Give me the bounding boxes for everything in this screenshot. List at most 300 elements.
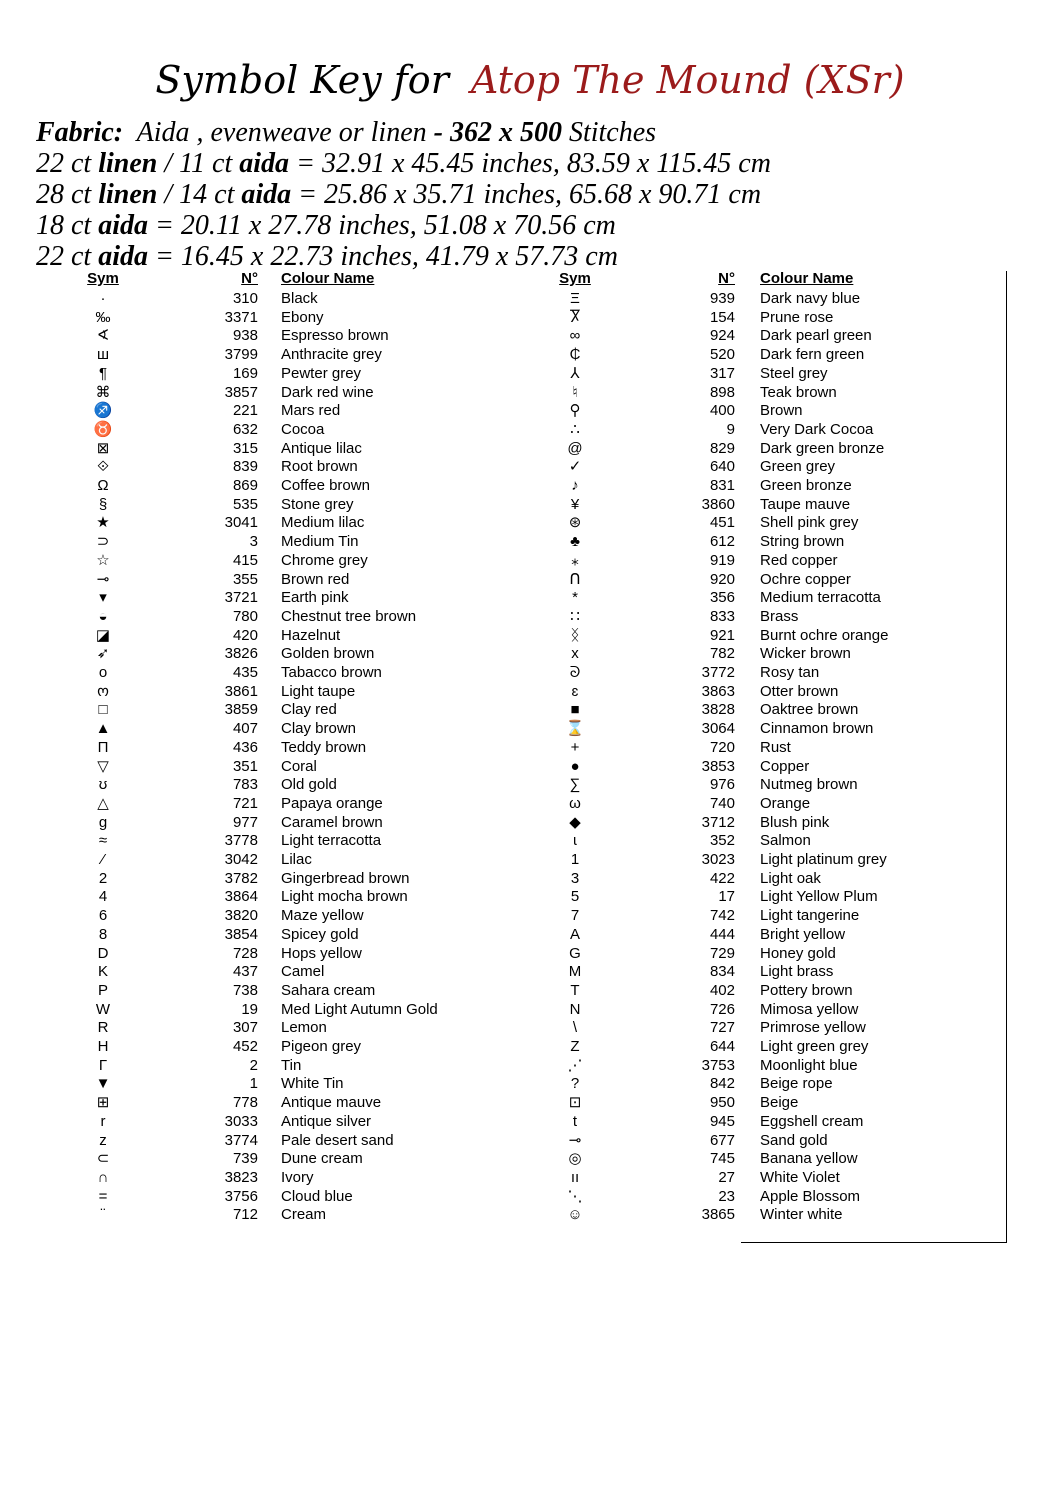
thread-number-cell: 3782	[224, 869, 258, 887]
thread-number-cell: 729	[709, 944, 735, 962]
symbol-cell: ⚲	[569, 402, 581, 420]
size-b1: linen	[98, 148, 158, 179]
table-bottom-border	[741, 1242, 1007, 1243]
thread-number-cell: 782	[709, 645, 735, 663]
symbol-cell: ∴	[570, 420, 580, 438]
size-b2: aida	[241, 179, 292, 210]
colour-name-cell: Dark green bronze	[760, 439, 885, 457]
symbol-cell: ≈	[98, 832, 108, 850]
thread-number-cell: 612	[709, 533, 735, 551]
thread-number-cell: 3799	[224, 346, 258, 364]
thread-number-cell: 712	[232, 1206, 258, 1224]
colour-name-cell: Light brass	[760, 963, 834, 981]
thread-number-cell: 3828	[701, 701, 735, 719]
colour-name-cell: Dark red wine	[281, 383, 374, 401]
colour-name-cell: Antique silver	[281, 1112, 372, 1130]
size-c1: 18 ct	[36, 210, 92, 241]
thread-number-cell: 939	[709, 290, 735, 307]
thread-number-cell: 3853	[701, 757, 735, 775]
thread-number-cell: 3774	[224, 1131, 258, 1149]
colour-name-cell: Gingerbread brown	[281, 869, 410, 887]
symbol-cell: Ⴟ	[569, 308, 581, 326]
symbol-cell: Ω	[97, 477, 109, 494]
thread-number-cell: 739	[232, 1150, 258, 1168]
symbol-cell: ⋰	[567, 1056, 583, 1074]
colour-name-cell: Golden brown	[281, 645, 375, 663]
colour-name-cell: Cocoa	[281, 420, 325, 438]
symbol-cell: g	[98, 813, 108, 831]
symbol-cell: ▼	[95, 1075, 111, 1093]
fabric-types: Aida , evenweave or linen	[136, 117, 427, 148]
colour-name-cell: Antique lilac	[281, 439, 362, 457]
thread-number-cell: 407	[232, 720, 258, 738]
symbol-cell: ▾	[99, 589, 107, 607]
colour-name-cell: Dark navy blue	[760, 290, 861, 307]
colour-name-cell: Ivory	[281, 1168, 314, 1186]
symbol-cell: ⊂	[96, 1150, 110, 1168]
symbol-cell: ♐	[93, 402, 113, 420]
colour-name-cell: Light green grey	[760, 1038, 869, 1055]
colour-name-cell: Steel grey	[760, 364, 828, 382]
symbol-cell: ♉	[93, 420, 113, 438]
thread-number-cell: 23	[718, 1187, 735, 1205]
size-rest: = 25.86 x 35.71 inches, 65.68 x 90.71 cm	[298, 179, 762, 210]
colour-name-cell: Clay red	[281, 701, 337, 719]
colour-name-cell: Old gold	[281, 776, 337, 794]
symbol-cell: ◎	[568, 1150, 582, 1168]
colour-name-cell: Green bronze	[760, 477, 852, 494]
thread-number-cell: 310	[232, 290, 258, 307]
symbol-cell: ш	[96, 346, 110, 364]
symbol-cell: ɛ	[571, 682, 579, 700]
colour-name-cell: Pale desert sand	[281, 1131, 394, 1149]
title-pattern-name: Atop The Mound (XSr)	[470, 58, 905, 102]
colour-name-cell: Winter white	[760, 1206, 843, 1224]
thread-number-cell: 745	[709, 1150, 735, 1168]
thread-number-cell: 307	[232, 1019, 258, 1037]
symbol-cell: 6	[98, 907, 108, 925]
colour-name-cell: Burnt ochre orange	[760, 626, 889, 644]
symbol-cell: ●	[570, 757, 580, 775]
thread-number-cell: 3023	[701, 851, 735, 868]
symbol-cell: ⌛	[565, 720, 585, 738]
size-b1: aida	[98, 241, 148, 272]
thread-number-cell: 839	[232, 458, 258, 476]
symbol-cell: K	[97, 963, 108, 981]
symbol-cell: ▲	[95, 720, 111, 738]
fabric-line	[36, 118, 1036, 148]
thread-number-cell: 829	[709, 439, 735, 457]
symbol-cell: ☆	[96, 551, 110, 569]
symbol-cell: ⊸	[568, 1131, 582, 1149]
thread-number-cell: 444	[709, 925, 735, 943]
symbol-cell: =	[98, 1187, 108, 1205]
fabric-stitches: Stitches	[568, 117, 657, 148]
symbol-cell: ¥	[570, 495, 580, 513]
symbol-cell: ⊞	[96, 1094, 110, 1112]
colour-name-cell: Rosy tan	[760, 664, 820, 681]
colour-name-cell: Sahara cream	[281, 981, 376, 999]
colour-name-cell: Caramel brown	[281, 813, 383, 831]
size-b1: linen	[98, 179, 158, 210]
thread-number-cell: 3712	[701, 813, 735, 831]
colour-name-cell: Honey gold	[760, 944, 836, 962]
thread-number-cell: 920	[709, 570, 735, 588]
header-colour-name: Colour Name	[760, 270, 854, 287]
colour-name-cell: Cinnamon brown	[760, 720, 874, 738]
thread-number-cell: 976	[709, 776, 735, 794]
thread-number-cell: 221	[232, 402, 258, 420]
colour-name-cell: Cloud blue	[281, 1187, 353, 1205]
thread-number-cell: 3860	[701, 495, 735, 513]
thread-number-cell: 3772	[701, 664, 735, 681]
symbol-cell: ⊃	[96, 533, 110, 551]
fabric-sep: -	[433, 117, 443, 148]
thread-number-cell: 3042	[224, 851, 258, 868]
colour-name-cell: Nutmeg brown	[760, 776, 858, 794]
symbol-cell: 3	[570, 869, 580, 887]
colour-name-cell: Brown	[760, 402, 803, 420]
thread-number-cell: 451	[709, 514, 735, 532]
thread-number-cell: 402	[709, 981, 735, 999]
symbol-cell: x	[571, 645, 579, 663]
symbol-cell: ¨	[100, 1206, 106, 1224]
symbol-cell: ∩	[97, 1168, 109, 1186]
size-b1: aida	[98, 210, 148, 241]
colour-name-cell: Light terracotta	[281, 832, 382, 850]
size-line	[36, 242, 1036, 272]
thread-number-cell: 351	[232, 757, 258, 775]
symbol-cell: R	[97, 1019, 109, 1037]
symbol-cell: W	[95, 1000, 111, 1018]
thread-number-cell: 3753	[701, 1056, 735, 1074]
symbol-cell: ∞	[569, 327, 581, 345]
symbol-cell: @	[567, 439, 583, 457]
thread-number-cell: 3	[249, 533, 258, 551]
thread-number-cell: 315	[232, 439, 258, 457]
symbol-cell: Ξ	[570, 290, 580, 307]
symbol-cell: *	[572, 589, 578, 607]
colour-name-cell: Teddy brown	[281, 738, 367, 756]
symbol-cell: Z	[570, 1038, 580, 1055]
colour-name-cell: Pigeon grey	[281, 1038, 362, 1055]
thread-number-cell: 938	[232, 327, 258, 345]
symbol-cell: ʊ	[98, 776, 108, 794]
symbol-cell: ✓	[568, 458, 582, 476]
symbol-cell: ★	[96, 514, 110, 532]
header-number: N°	[718, 270, 735, 287]
colour-name-cell: Oaktree brown	[760, 701, 859, 719]
colour-name-cell: Mars red	[281, 402, 341, 420]
thread-number-cell: 535	[232, 495, 258, 513]
colour-name-cell: Blush pink	[760, 813, 830, 831]
thread-number-cell: 3033	[224, 1112, 258, 1130]
colour-name-cell: Medium terracotta	[760, 589, 881, 607]
thread-number-cell: 3864	[224, 888, 258, 906]
fabric-label: Fabric:	[36, 117, 124, 148]
header-colour-name: Colour Name	[281, 270, 375, 287]
symbol-cell: 5	[570, 888, 580, 906]
thread-number-cell: 921	[709, 626, 735, 644]
symbol-cell: 4	[98, 888, 108, 906]
symbol-cell: ☺	[567, 1206, 583, 1224]
colour-name-cell: Light oak	[760, 869, 821, 887]
symbol-cell: ◆	[569, 813, 581, 831]
colour-name-cell: Teak brown	[760, 383, 837, 401]
symbol-cell: 7	[570, 907, 580, 925]
colour-name-cell: Lemon	[281, 1019, 327, 1037]
colour-name-cell: Brown red	[281, 570, 350, 588]
thread-number-cell: 721	[232, 794, 258, 812]
thread-number-cell: 437	[232, 963, 258, 981]
thread-number-cell: 728	[232, 944, 258, 962]
thread-number-cell: 919	[709, 551, 735, 569]
colour-name-cell: Salmon	[760, 832, 811, 850]
thread-number-cell: 740	[709, 794, 735, 812]
thread-number-cell: 420	[232, 626, 258, 644]
fabric-size: 362 x 500	[449, 117, 562, 148]
colour-name-cell: Ebony	[281, 308, 324, 326]
thread-number-cell: 3820	[224, 907, 258, 925]
symbol-cell: t	[572, 1112, 578, 1130]
colour-name-cell: Medium Tin	[281, 533, 359, 551]
thread-number-cell: 317	[709, 364, 735, 382]
colour-name-cell: Hazelnut	[281, 626, 341, 644]
colour-name-cell: Tin	[281, 1056, 302, 1074]
size-line	[36, 180, 1036, 210]
size-rest: = 20.11 x 27.78 inches, 51.08 x 70.56 cm	[155, 210, 616, 241]
colour-name-cell: Banana yellow	[760, 1150, 858, 1168]
thread-number-cell: 869	[232, 477, 258, 494]
symbol-cell: ◪	[95, 626, 111, 644]
symbol-cell: ᘐ	[569, 664, 581, 681]
header-sym: Sym	[559, 270, 591, 287]
thread-number-cell: 3826	[224, 645, 258, 663]
colour-name-cell: Papaya orange	[281, 794, 383, 812]
symbol-cell: ➶	[96, 645, 110, 663]
symbol-cell: 1	[570, 851, 580, 868]
colour-name-cell: Orange	[760, 794, 811, 812]
thread-number-cell: 726	[709, 1000, 735, 1018]
thread-number-cell: 17	[718, 888, 735, 906]
colour-name-cell: Beige rope	[760, 1075, 833, 1093]
symbol-cell: ⊛	[568, 514, 582, 532]
colour-name-cell: Hops yellow	[281, 944, 362, 962]
symbol-cell: M	[568, 963, 582, 981]
colour-name-cell: Chestnut tree brown	[281, 607, 417, 625]
thread-number-cell: 632	[232, 420, 258, 438]
colour-name-cell: Prune rose	[760, 308, 834, 326]
colour-name-cell: Pewter grey	[281, 364, 362, 382]
colour-name-cell: Shell pink grey	[760, 514, 859, 532]
symbol-cell: ■	[570, 701, 580, 719]
colour-name-cell: Very Dark Cocoa	[760, 420, 874, 438]
colour-name-cell: Clay brown	[281, 720, 357, 738]
table-right-border	[1006, 271, 1007, 1243]
thread-number-cell: 154	[709, 308, 735, 326]
symbol-cell: §	[98, 495, 108, 513]
colour-name-cell: Lilac	[281, 851, 312, 868]
thread-number-cell: 3857	[224, 383, 258, 401]
symbol-cell: ·	[100, 290, 106, 307]
size-rest: = 32.91 x 45.45 inches, 83.59 x 115.45 cm	[296, 148, 771, 179]
symbol-cell: ▽	[97, 757, 109, 775]
colour-name-cell: Tabacco brown	[281, 664, 382, 681]
thread-number-cell: 945	[709, 1112, 735, 1130]
thread-number-cell: 436	[232, 738, 258, 756]
colour-name-cell: Primrose yellow	[760, 1019, 866, 1037]
symbol-cell: P	[97, 981, 108, 999]
thread-number-cell: 400	[709, 402, 735, 420]
symbol-cell: ıı	[570, 1168, 580, 1186]
thread-number-cell: 356	[709, 589, 735, 607]
symbol-cell: ⁄	[101, 851, 105, 868]
thread-number-cell: 898	[709, 383, 735, 401]
header-number: N°	[241, 270, 258, 287]
header-sym: Sym	[87, 270, 119, 287]
size-c1: 28 ct	[36, 179, 92, 210]
colour-name-cell: Cream	[281, 1206, 327, 1224]
thread-number-cell: 169	[232, 364, 258, 382]
symbol-cell: ∢	[96, 327, 110, 345]
thread-number-cell: 640	[709, 458, 735, 476]
size-b2: aida	[239, 148, 290, 179]
colour-name-cell: Red copper	[760, 551, 838, 569]
colour-name-cell: Black	[281, 290, 318, 307]
thread-number-cell: 3064	[701, 720, 735, 738]
thread-number-cell: 3823	[224, 1168, 258, 1186]
colour-name-cell: White Tin	[281, 1075, 344, 1093]
thread-number-cell: 3041	[224, 514, 258, 532]
symbol-cell: r	[100, 1112, 106, 1130]
symbol-cell: D	[97, 944, 109, 962]
colour-name-cell: Chrome grey	[281, 551, 368, 569]
size-c1: 22 ct	[36, 148, 92, 179]
symbol-cell: 8	[98, 925, 108, 943]
symbol-cell: ⊸	[96, 570, 110, 588]
thread-number-cell: 3854	[224, 925, 258, 943]
thread-number-cell: 833	[709, 607, 735, 625]
thread-number-cell: 352	[709, 832, 735, 850]
symbol-cell: z	[99, 1131, 107, 1149]
symbol-cell: +	[570, 738, 580, 756]
thread-number-cell: 2	[249, 1056, 258, 1074]
colour-name-cell: Dark fern green	[760, 346, 865, 364]
colour-name-cell: Eggshell cream	[760, 1112, 864, 1130]
symbol-cell: ♮	[572, 383, 578, 401]
colour-name-cell: Apple Blossom	[760, 1187, 861, 1205]
symbol-cell: ო	[97, 682, 109, 700]
symbol-cell: A	[569, 925, 580, 943]
title-prefix: Symbol Key for	[155, 58, 449, 102]
thread-number-cell: 19	[241, 1000, 258, 1018]
thread-number-cell: 9	[726, 420, 735, 438]
symbol-cell: ⟐	[97, 458, 109, 476]
colour-name-cell: Mimosa yellow	[760, 1000, 859, 1018]
colour-name-cell: Root brown	[281, 458, 358, 476]
thread-number-cell: 3863	[701, 682, 735, 700]
colour-name-cell: Green grey	[760, 458, 836, 476]
thread-number-cell: 355	[232, 570, 258, 588]
thread-number-cell: 3865	[701, 1206, 735, 1224]
colour-name-cell: Pottery brown	[760, 981, 853, 999]
colour-name-cell: Antique mauve	[281, 1094, 382, 1112]
colour-name-cell: Brass	[760, 607, 799, 625]
thread-number-cell: 422	[709, 869, 735, 887]
symbol-cell: G	[569, 944, 581, 962]
colour-name-cell: Moonlight blue	[760, 1056, 858, 1074]
thread-number-cell: 727	[709, 1019, 735, 1037]
colour-name-cell: String brown	[760, 533, 845, 551]
colour-name-cell: Medium lilac	[281, 514, 365, 532]
colour-name-cell: Beige	[760, 1094, 799, 1112]
symbol-cell: ⁎	[571, 551, 579, 569]
symbol-cell: Π	[97, 738, 109, 756]
thread-number-cell: 924	[709, 327, 735, 345]
colour-name-cell: Dune cream	[281, 1150, 363, 1168]
symbol-cell: ⊡	[568, 1094, 582, 1112]
colour-name-cell: Taupe mauve	[760, 495, 851, 513]
size-c1: 22 ct	[36, 241, 92, 272]
symbol-cell: ?	[570, 1075, 580, 1093]
thread-number-cell: 3861	[224, 682, 258, 700]
symbol-cell: ∷	[570, 607, 580, 625]
size-line	[36, 211, 1036, 241]
symbol-cell: ω	[569, 794, 581, 812]
colour-name-cell: Camel	[281, 963, 325, 981]
colour-name-cell: Light mocha brown	[281, 888, 408, 906]
thread-number-cell: 742	[709, 907, 735, 925]
symbol-cell: ∑	[569, 776, 581, 794]
symbol-cell: 2	[98, 869, 108, 887]
symbol-cell: ⋱	[567, 1187, 583, 1205]
thread-number-cell: 644	[709, 1038, 735, 1055]
size-rest: = 16.45 x 22.73 inches, 41.79 x 57.73 cm	[155, 241, 618, 272]
symbol-cell: o	[98, 664, 108, 681]
thread-number-cell: 720	[709, 738, 735, 756]
thread-number-cell: 3859	[224, 701, 258, 719]
thread-number-cell: 1	[249, 1075, 258, 1093]
symbol-cell: ⅄	[570, 364, 580, 382]
thread-number-cell: 3756	[224, 1187, 258, 1205]
symbol-cell: Γ	[98, 1056, 108, 1074]
symbol-cell: ¶	[98, 364, 108, 382]
colour-name-cell: Coffee brown	[281, 477, 370, 494]
thread-number-cell: 415	[232, 551, 258, 569]
thread-number-cell: 738	[232, 981, 258, 999]
symbol-cell: ₵	[569, 346, 581, 364]
thread-number-cell: 3721	[224, 589, 258, 607]
colour-name-cell: Light Yellow Plum	[760, 888, 878, 906]
symbol-cell: △	[97, 794, 109, 812]
thread-number-cell: 3778	[224, 832, 258, 850]
colour-name-cell: Dark pearl green	[760, 327, 872, 345]
colour-name-cell: Maze yellow	[281, 907, 364, 925]
colour-name-cell: Anthracite grey	[281, 346, 382, 364]
page-title	[0, 58, 1060, 102]
colour-name-cell: Ochre copper	[760, 570, 851, 588]
symbol-cell: ⊠	[96, 439, 110, 457]
symbol-cell: ♪	[571, 477, 579, 494]
colour-name-cell: Espresso brown	[281, 327, 389, 345]
thread-number-cell: 783	[232, 776, 258, 794]
symbol-cell: ⌘	[95, 383, 111, 401]
thread-number-cell: 842	[709, 1075, 735, 1093]
symbol-cell: ᛝ	[570, 626, 580, 644]
colour-name-cell: White Violet	[760, 1168, 840, 1186]
colour-name-cell: Light taupe	[281, 682, 356, 700]
colour-name-cell: Stone grey	[281, 495, 354, 513]
